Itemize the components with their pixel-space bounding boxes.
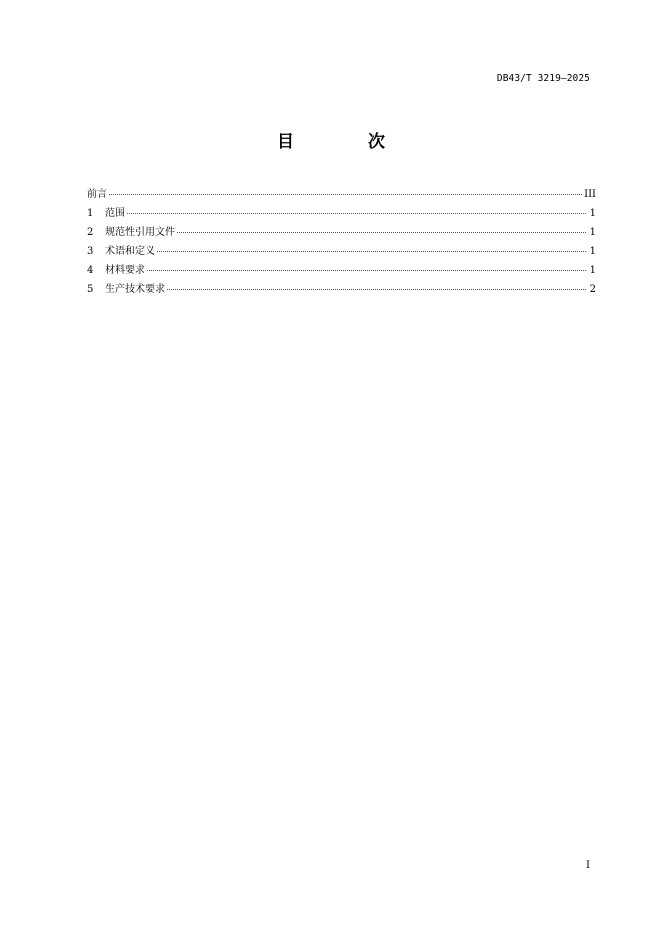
toc-leader-dots [177, 231, 586, 233]
toc-entry-scope[interactable] [87, 204, 596, 223]
toc-entry-material-requirements[interactable] [87, 261, 596, 280]
toc-entry-page: 1 [589, 246, 596, 257]
toc-leader-dots [157, 250, 586, 252]
toc-entry-label: 规范性引用文件 [105, 227, 175, 238]
table-of-contents [87, 185, 596, 299]
standard-code: DB43/T 3219—2025 [496, 73, 590, 84]
toc-entry-number: 2 [87, 227, 94, 238]
toc-entry-page: 1 [589, 208, 596, 219]
toc-entry-page: 2 [589, 284, 596, 295]
toc-entry-page: III [584, 189, 596, 200]
toc-leader-dots [167, 288, 586, 290]
toc-entry-normative-references[interactable] [87, 223, 596, 242]
toc-entry-label: 生产技术要求 [105, 284, 165, 295]
toc-entry-label: 范围 [105, 208, 125, 219]
toc-leader-dots [109, 193, 582, 195]
toc-entry-number: 3 [87, 246, 94, 257]
toc-entry-foreword[interactable] [87, 185, 596, 204]
toc-entry-page: 1 [589, 227, 596, 238]
toc-entry-number: 5 [87, 284, 94, 295]
toc-entry-number: 4 [87, 265, 94, 276]
toc-entry-number: 1 [87, 208, 94, 219]
toc-title: 目 次 [277, 132, 419, 152]
toc-entry-page: 1 [589, 265, 596, 276]
toc-entry-label: 术语和定义 [105, 246, 155, 257]
toc-entry-label: 材料要求 [105, 265, 145, 276]
toc-leader-dots [127, 212, 586, 214]
toc-entry-label: 前言 [87, 189, 107, 200]
toc-entry-production-requirements[interactable] [87, 280, 596, 299]
toc-entry-terms-definitions[interactable] [87, 242, 596, 261]
toc-leader-dots [147, 269, 586, 271]
page-number: I [586, 860, 590, 871]
